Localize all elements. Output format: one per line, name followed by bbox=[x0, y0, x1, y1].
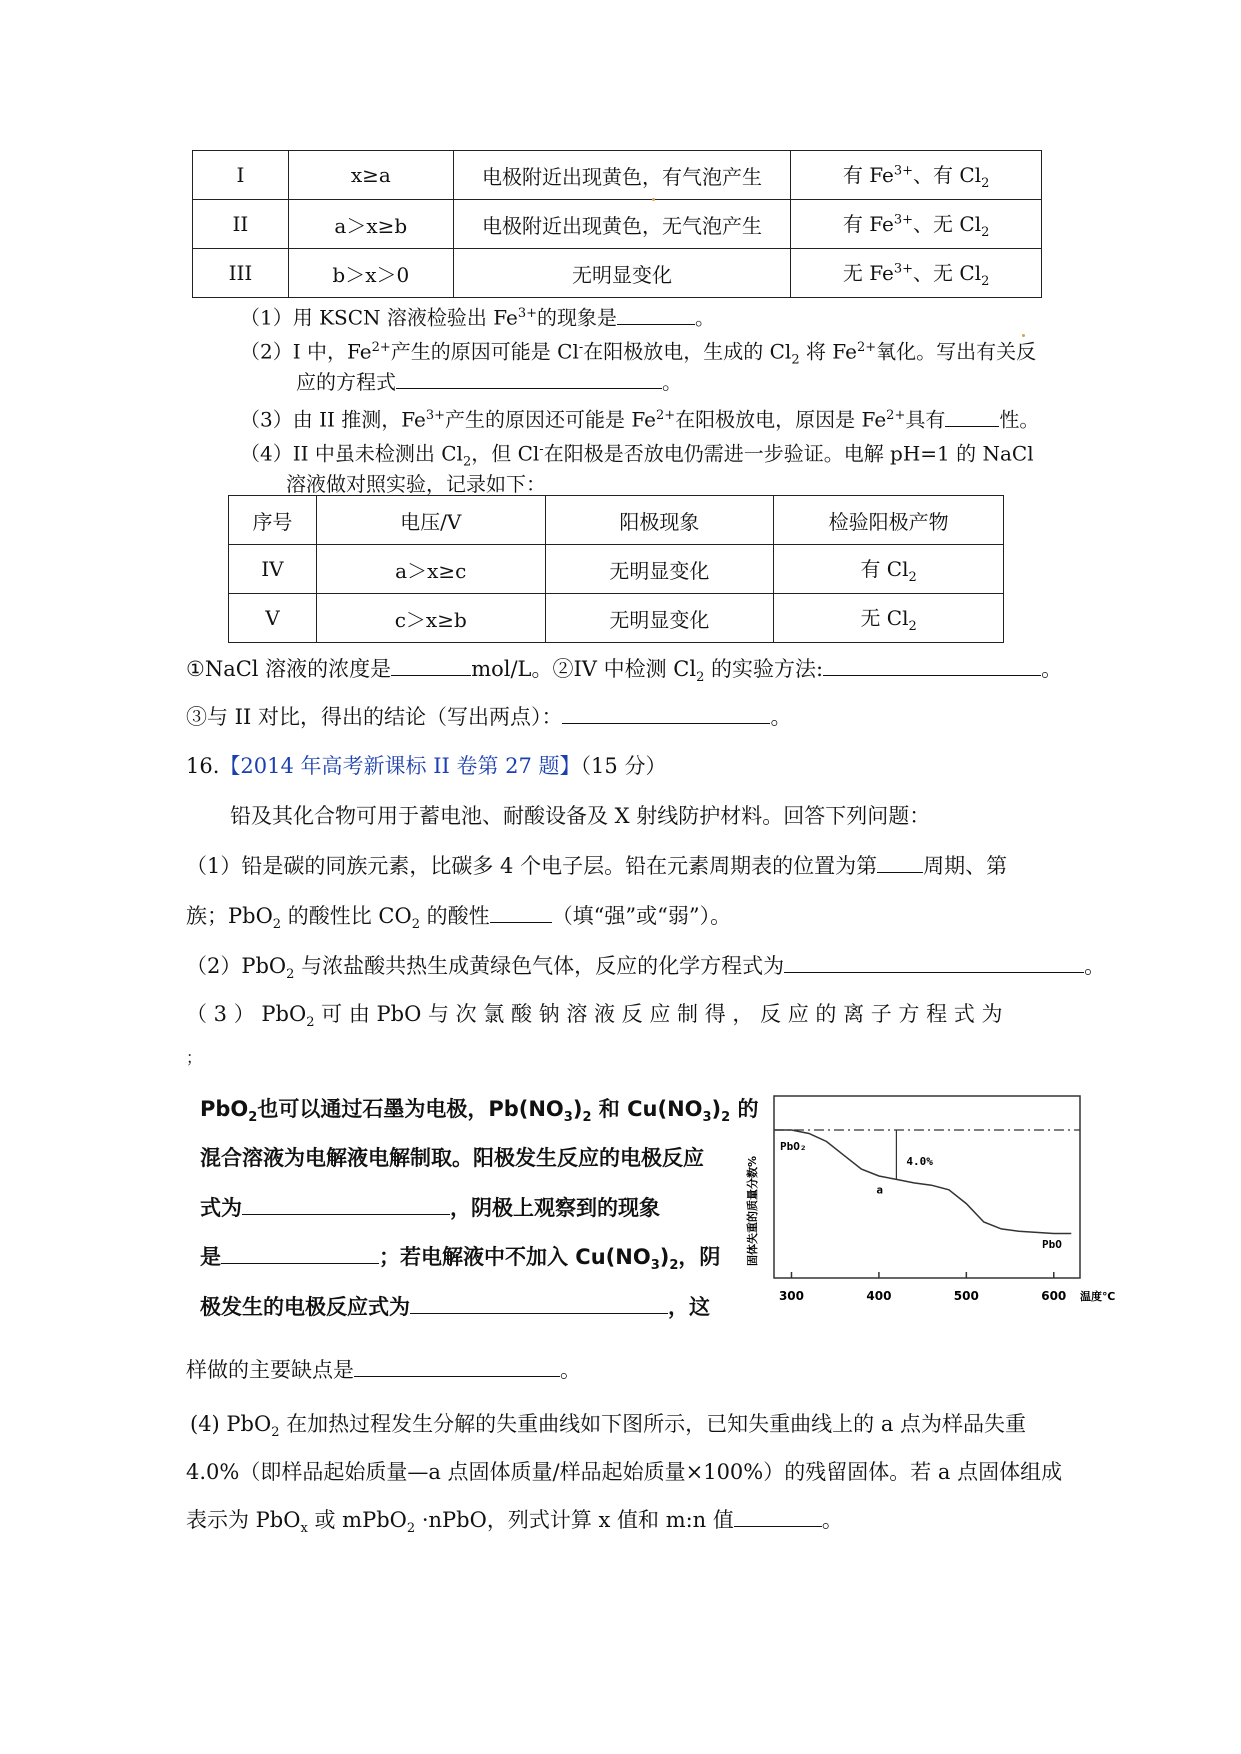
subscript: 2 bbox=[908, 619, 917, 634]
weight-loss-chart bbox=[746, 1090, 1120, 1320]
result-a: 无 Fe bbox=[842, 261, 894, 285]
table-row bbox=[193, 249, 1042, 298]
voltage-cell: b＞x＞0 bbox=[288, 249, 453, 298]
annotation-pbo: PbO bbox=[1042, 1238, 1062, 1251]
table-row bbox=[193, 200, 1042, 249]
text: ，阴 bbox=[678, 1245, 721, 1269]
text: 氧化。写出有关反 bbox=[876, 339, 1037, 364]
text: 在加热过程发生分解的失重曲线如下图所示，已知失重曲线上的 a 点为样品失重 bbox=[279, 1412, 1027, 1436]
text: (4) PbO bbox=[190, 1412, 272, 1436]
subscript: 2 bbox=[981, 176, 990, 191]
voltage-cell: a＞x≥c bbox=[316, 545, 545, 594]
answer-blank[interactable] bbox=[396, 368, 662, 389]
scan-line-5 bbox=[200, 1293, 710, 1321]
table-row bbox=[193, 151, 1042, 200]
scan-line-4 bbox=[200, 1243, 720, 1280]
text: 具有 bbox=[905, 407, 946, 432]
question-16-part3-tail bbox=[186, 1356, 581, 1384]
table-row bbox=[229, 594, 1004, 643]
annotation-pbo2: PbO₂ bbox=[780, 1140, 807, 1153]
column-header: 序号 bbox=[229, 496, 317, 545]
result-a: 有 Fe bbox=[842, 163, 894, 187]
text: 。 bbox=[560, 1358, 581, 1382]
table-row bbox=[229, 545, 1004, 594]
voltage-cell: c＞x≥b bbox=[316, 594, 545, 643]
text: 表示为 PbO bbox=[186, 1508, 301, 1532]
superscript: 3+ bbox=[893, 261, 914, 277]
subscript: 2 bbox=[696, 670, 705, 686]
question-16-part4-cont bbox=[186, 1458, 1062, 1486]
text: 与浓盐酸共热生成黄绿色气体，反应的化学方程式为 bbox=[294, 954, 785, 978]
superscript: 3+ bbox=[425, 408, 446, 423]
answer-blank[interactable] bbox=[617, 304, 695, 325]
text: 应的方程式 bbox=[296, 370, 396, 394]
ylabel: 固体失重的质量分数% bbox=[746, 1155, 759, 1266]
question-16-part2 bbox=[186, 952, 1105, 989]
result-a: 有 Fe bbox=[842, 212, 894, 236]
text: 极发生的电极反应式为 bbox=[200, 1295, 410, 1319]
subscript: 3 bbox=[563, 1110, 573, 1126]
text: ，阴极上观察到的现象 bbox=[450, 1196, 660, 1220]
text: 4.0%（即样品起始质量—a 点固体质量/样品起始质量×100%）的残留固体。若 a 点固体组成 bbox=[186, 1460, 1063, 1484]
text: （2）PbO bbox=[186, 954, 287, 978]
question-16-part1-cont bbox=[186, 902, 731, 939]
text: ，但 Cl bbox=[471, 441, 540, 466]
text: （2）I 中，Fe bbox=[240, 339, 372, 364]
question-16-part4-cont2 bbox=[186, 1506, 843, 1543]
table-control-experiment bbox=[228, 495, 1004, 643]
row-id: IV bbox=[229, 545, 317, 594]
annotation-point-a: a bbox=[876, 1183, 884, 1197]
result-b: 、有 Cl bbox=[913, 163, 982, 187]
answer-blank[interactable] bbox=[823, 655, 1041, 676]
answer-blank[interactable] bbox=[784, 952, 1084, 973]
result-b: 、无 Cl bbox=[913, 261, 982, 285]
phenomenon-cell: 无明显变化 bbox=[453, 249, 791, 298]
question-16-part3-cont bbox=[186, 1044, 202, 1072]
result-cell bbox=[791, 200, 1042, 249]
row-id: I bbox=[193, 151, 289, 200]
row-id: V bbox=[229, 594, 317, 643]
text: （4）II 中虽未检测出 Cl bbox=[240, 441, 463, 466]
question-16-heading bbox=[186, 752, 666, 780]
text: 有 Cl bbox=[860, 557, 909, 581]
answer-blank[interactable] bbox=[354, 1356, 560, 1377]
chart-frame bbox=[774, 1096, 1080, 1278]
text: 的现象是 bbox=[537, 305, 618, 330]
text: 混合溶液为电解液电解制取。阳极发生反应的电极反应 bbox=[200, 1146, 704, 1170]
text: （1）用 KSCN 溶液检验出 Fe bbox=[240, 305, 518, 330]
product-cell bbox=[774, 594, 1004, 643]
text: 铅及其化合物可用于蓄电池、耐酸设备及 X 射线防护材料。回答下列问题： bbox=[230, 804, 931, 828]
subquestion-3 bbox=[186, 703, 791, 731]
text: ) bbox=[711, 1097, 722, 1121]
text: 。 bbox=[821, 1508, 843, 1532]
text: mol/L。②IV 中检测 Cl bbox=[471, 657, 697, 681]
text: 是 bbox=[200, 1245, 221, 1269]
subscript: 2 bbox=[272, 917, 282, 933]
voltage-cell: a＞x≥b bbox=[288, 200, 453, 249]
text: 周期、第 bbox=[923, 854, 1008, 878]
question-3 bbox=[240, 402, 1039, 434]
subscript: 2 bbox=[411, 917, 420, 933]
result-cell bbox=[791, 151, 1042, 200]
subscript: 2 bbox=[462, 454, 472, 470]
text: 。 bbox=[770, 705, 792, 729]
answer-blank[interactable] bbox=[410, 1293, 668, 1314]
text: ③与 II 对比，得出的结论（写出两点）： bbox=[186, 705, 563, 729]
text: PbO bbox=[200, 1097, 249, 1121]
subscript: 2 bbox=[306, 1015, 315, 1031]
text: 将 Fe bbox=[799, 339, 857, 364]
annotation-loss-percent: 4.0% bbox=[906, 1155, 933, 1168]
score: （15 分） bbox=[580, 754, 667, 778]
row-id: II bbox=[193, 200, 289, 249]
answer-blank[interactable] bbox=[242, 1194, 450, 1215]
superscript: 2+ bbox=[656, 408, 676, 423]
text: 产生的原因还可能是 Fe bbox=[445, 407, 657, 432]
text: ； bbox=[186, 1048, 203, 1067]
question-16-part3 bbox=[186, 1000, 1002, 1037]
row-id: III bbox=[193, 249, 289, 298]
text: 在阳极放电，原因是 Fe bbox=[675, 407, 887, 432]
subscript: x bbox=[300, 1521, 308, 1537]
xlabel: 温度℃ bbox=[1080, 1290, 1116, 1303]
text: 。 bbox=[1084, 954, 1106, 978]
text: ①NaCl 溶液的浓度是 bbox=[186, 657, 392, 681]
speck-mark bbox=[652, 198, 655, 201]
result-b: 、无 Cl bbox=[913, 212, 982, 236]
series-line bbox=[774, 1130, 1071, 1234]
text: 族；PbO bbox=[186, 904, 273, 928]
subquestion-1-2 bbox=[186, 655, 1062, 692]
subscript: 2 bbox=[406, 1521, 416, 1537]
text: ，这 bbox=[668, 1295, 710, 1319]
source-reference: 【2014 年高考新课标 II 卷第 27 题】 bbox=[219, 754, 581, 778]
text: 。 bbox=[695, 305, 716, 330]
subscript: 2 bbox=[721, 1110, 731, 1126]
phenomenon-cell: 无明显变化 bbox=[545, 545, 774, 594]
answer-blank[interactable] bbox=[221, 1243, 379, 1264]
scan-line-3 bbox=[200, 1194, 660, 1222]
text: 样做的主要缺点是 bbox=[186, 1358, 354, 1382]
text: 产生的原因可能是 Cl bbox=[390, 339, 579, 364]
answer-blank[interactable] bbox=[490, 902, 552, 923]
subscript: 2 bbox=[669, 1258, 679, 1274]
table-electrolysis-results bbox=[192, 150, 1042, 298]
text: ) bbox=[572, 1097, 583, 1121]
x-tick-label: 500 bbox=[953, 1289, 979, 1303]
scan-line-2 bbox=[200, 1144, 704, 1172]
superscript: - bbox=[578, 340, 584, 355]
column-header: 检验阳极产物 bbox=[774, 496, 1004, 545]
speck-mark bbox=[1022, 334, 1025, 337]
text: 溶液做对照实验，记录如下： bbox=[286, 472, 546, 496]
text: 的酸性 bbox=[420, 904, 490, 928]
x-ticks bbox=[779, 1272, 1066, 1303]
subscript: 2 bbox=[981, 225, 990, 240]
text: 。 bbox=[1041, 657, 1063, 681]
text: 的酸性比 CO bbox=[281, 904, 412, 928]
answer-blank[interactable] bbox=[877, 852, 923, 873]
subscript: 2 bbox=[981, 274, 990, 289]
text: ；若电解液中不加入 Cu(NO bbox=[379, 1245, 651, 1269]
table-header-row bbox=[229, 496, 1004, 545]
subscript: 3 bbox=[650, 1258, 660, 1274]
product-cell bbox=[774, 545, 1004, 594]
answer-blank[interactable] bbox=[562, 703, 770, 724]
text: 也可以通过石墨为电极，Pb(NO bbox=[257, 1097, 564, 1121]
x-tick-label: 400 bbox=[866, 1289, 892, 1303]
text: 可 由 PbO 与 次 氯 酸 钠 溶 液 反 应 制 得 ， 反 应 的 离 子 方 程 式 为 bbox=[314, 1002, 1003, 1026]
answer-blank[interactable] bbox=[391, 655, 471, 676]
phenomenon-cell: 电极附近出现黄色，无气泡产生 bbox=[453, 200, 791, 249]
phenomenon-cell: 无明显变化 bbox=[545, 594, 774, 643]
superscript: 2+ bbox=[886, 408, 906, 423]
text: ) bbox=[659, 1245, 670, 1269]
text: 无 Cl bbox=[860, 606, 909, 630]
text: 式为 bbox=[200, 1196, 242, 1220]
superscript: 2+ bbox=[856, 340, 877, 355]
subscript: 2 bbox=[286, 967, 295, 983]
question-16-part1 bbox=[186, 852, 1007, 880]
subscript: 2 bbox=[248, 1110, 258, 1126]
superscript: 3+ bbox=[517, 306, 538, 321]
voltage-cell: x≥a bbox=[288, 151, 453, 200]
question-number: 16. bbox=[186, 754, 220, 778]
text: 。 bbox=[662, 370, 682, 394]
phenomenon-cell: 电极附近出现黄色，有气泡产生 bbox=[453, 151, 791, 200]
question-16-intro bbox=[230, 802, 930, 830]
subscript: 2 bbox=[908, 570, 917, 585]
text: 或 mPbO bbox=[307, 1508, 407, 1532]
text: 性。 bbox=[999, 407, 1040, 432]
question-16-part4 bbox=[190, 1410, 1026, 1447]
superscript: 3+ bbox=[893, 212, 914, 228]
text: 和 Cu(NO bbox=[591, 1097, 703, 1121]
x-tick-label: 600 bbox=[1041, 1289, 1067, 1303]
column-header: 电压/V bbox=[316, 496, 545, 545]
text: （填“强”或“弱”）。 bbox=[551, 904, 732, 928]
answer-blank[interactable] bbox=[734, 1506, 822, 1527]
text: ·nPbO，列式计算 x 值和 m:n 值 bbox=[415, 1508, 734, 1532]
superscript: - bbox=[539, 442, 544, 457]
subscript: 3 bbox=[702, 1110, 712, 1126]
question-2-cont bbox=[296, 368, 682, 396]
text: 的实验方法: bbox=[704, 657, 824, 681]
question-4-cont bbox=[286, 470, 546, 498]
text: 的 bbox=[730, 1097, 759, 1121]
question-1 bbox=[240, 300, 715, 332]
subscript: 2 bbox=[582, 1110, 592, 1126]
result-cell bbox=[791, 249, 1042, 298]
x-tick-label: 300 bbox=[778, 1289, 805, 1303]
text: 在阳极是否放电仍需进一步验证。电解 pH=1 的 NaCl bbox=[543, 441, 1034, 466]
answer-blank[interactable] bbox=[945, 406, 999, 427]
superscript: 3+ bbox=[893, 163, 914, 179]
text: （3）由 II 推测，Fe bbox=[240, 407, 426, 432]
superscript: 2+ bbox=[371, 340, 391, 355]
text: 在阳极放电，生成的 Cl bbox=[583, 339, 792, 364]
scan-line-1 bbox=[200, 1095, 759, 1132]
text: （1）铅是碳的同族元素，比碳多 4 个电子层。铅在元素周期表的位置为第 bbox=[186, 854, 878, 878]
subscript: 2 bbox=[271, 1425, 280, 1441]
column-header: 阳极现象 bbox=[545, 496, 774, 545]
text: （ 3 ） PbO bbox=[186, 1002, 307, 1026]
subscript: 2 bbox=[791, 352, 800, 368]
